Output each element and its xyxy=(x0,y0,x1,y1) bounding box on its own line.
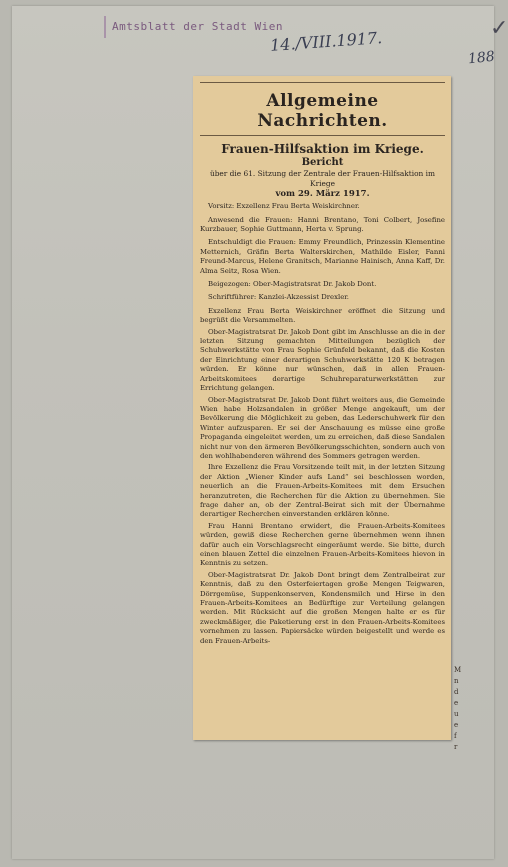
chair-line: Vorsitz: Exzellenz Frau Berta Weiskirchner. xyxy=(208,202,360,211)
handwritten-page-number: 188 xyxy=(467,48,496,68)
article-subtitle: über die 61. Sitzung der Zentrale der Frauen-Hilfsaktion im Kriege xyxy=(209,169,436,188)
margin-letter: d xyxy=(454,688,459,696)
paragraph: Ober-Magistratsrat Dr. Jakob Dont gibt im Anschlusse an die in der letzten Sitzung gemachten Mitteilungen bezüglich der Schuhwerkstätte von Frau Sophie Grünfeld bekannt, daß die Kosten der Einrichtung einer derartigen Schuhwerkstätte 120 K betragen würden. Er könne nur wünschen, daß in allen Frauen-Arbeitskomitees derartige Schuhreparaturwerkstätten zur Errichtung gelangen. xyxy=(200,327,445,393)
corner-pencil-mark: ✓ xyxy=(490,16,508,41)
consulted-line: Beigezogen: Ober-Magistratsrat Dr. Jakob Dont. xyxy=(208,280,377,289)
margin-letter: r xyxy=(454,743,458,751)
paragraph: Ober-Magistratsrat Dr. Jakob Dont bringt dem Zentralbeirat zur Kenntnis, daß zu den Osterfeiertagen große Mengen Teigwaren, Dörrgemüse, Suppenkonserven, Kondensmilch und Hirse in den Frauen-Arbeits-Komitees an Bedürftige zur Verteilung gelangen werden. Mit Rücksicht auf die großen Mengen halte er es für zweckmäßiger, die Paketierung erst in den Frauen-Arbeits-Komitees vornehmen zu lassen. Papiersäcke würden beigestellt und werde es den Frauen-Arbeits- xyxy=(200,570,445,645)
title-rule xyxy=(200,135,445,136)
report-label: Bericht xyxy=(301,157,344,168)
secretary-line: Schriftführer: Kanzlei-Akzessist Drexler. xyxy=(208,293,349,302)
paragraph: Ober-Magistratsrat Dr. Jakob Dont führt weiters aus, die Gemeinde Wien habe Holzsandalen in größer Menge angekauft, um der Bevölkerung die Möglichkeit zu geben, das Lederschuhwerk für den Winter aufzusparen. Er sei der Anschauung es müsse eine große Propaganda eingeleitet werden, um zu erreichen, daß diese Sandalen nicht nur von den ärmeren Bevölkerungsschichten, sondern auch von den wohlhabenderen während des Sommers getragen werden. xyxy=(200,395,445,460)
attendance-block xyxy=(200,202,445,303)
margin-letter: n xyxy=(454,677,459,685)
margin-letter: M xyxy=(454,666,462,674)
margin-letter: e xyxy=(454,699,459,707)
handwritten-date: 14./VIII.1917. xyxy=(269,28,383,55)
paragraph: Exzellenz Frau Berta Weiskirchner eröffnet die Sitzung und begrüßt die Versammelten. xyxy=(200,306,445,325)
top-rule xyxy=(200,82,445,83)
article-body xyxy=(200,307,445,646)
stamp-mark xyxy=(104,16,106,38)
margin-letter: e xyxy=(454,721,459,729)
paragraph: Frau Hanni Brentano erwidert, die Frauen-Arbeits-Komitees würden, gewiß diese Recherchen gerne übernehmen wenn ihnen dafür auch ein Vorschlagsrecht eingeräumt werde. Sie bitte, durch einen blauen Zettel die einzelnen Frauen-Arbeits-Komitees hievon in Kenntnis zu setzen. xyxy=(200,521,445,568)
margin-letter: u xyxy=(454,710,459,718)
cutoff-margin-letters xyxy=(454,665,464,753)
excused-line: Entschuldigt die Frauen: Emmy Freundlich, Prinzessin Klementine Metternich, Gräfin Berta Walterskirchen, Mathilde Eisler, Fanni Freund-Marcus, Helene Granitsch, Marianne Hainisch, Anna Kaff, Dr. Alma Seitz, Rosa Wien. xyxy=(200,238,445,275)
meeting-date: vom 29. März 1917. xyxy=(275,189,370,200)
paragraph: Ihre Exzellenz die Frau Vorsitzende teilt mit, in der letzten Sitzung der Aktion „Wiener Kinder aufs Land“ sei beschlossen worden, neuerlich an die Frauen-Arbeits-Komitees mit dem Ersuchen heranzutreten, die Recherchen für die Aktion zu übernehmen. Sie frage daher an, ob der Zentral-Beirat sich mit der Übernahme derartiger Recherchen einverstanden erklären könne. xyxy=(200,463,445,519)
section-title: Allgemeine Nachrichten. xyxy=(257,91,388,131)
newspaper-clipping xyxy=(193,76,451,740)
present-line: Anwesend die Frauen: Hanni Brentano, Toni Colbert, Josefine Kurzbauer, Sophie Guttmann, Herta v. Sprung. xyxy=(200,215,445,233)
archive-stamp: Amtsblatt der Stadt Wien xyxy=(112,20,283,33)
margin-letter: f xyxy=(454,732,457,740)
article-title: Frauen-Hilfsaktion im Kriege. xyxy=(221,142,424,156)
